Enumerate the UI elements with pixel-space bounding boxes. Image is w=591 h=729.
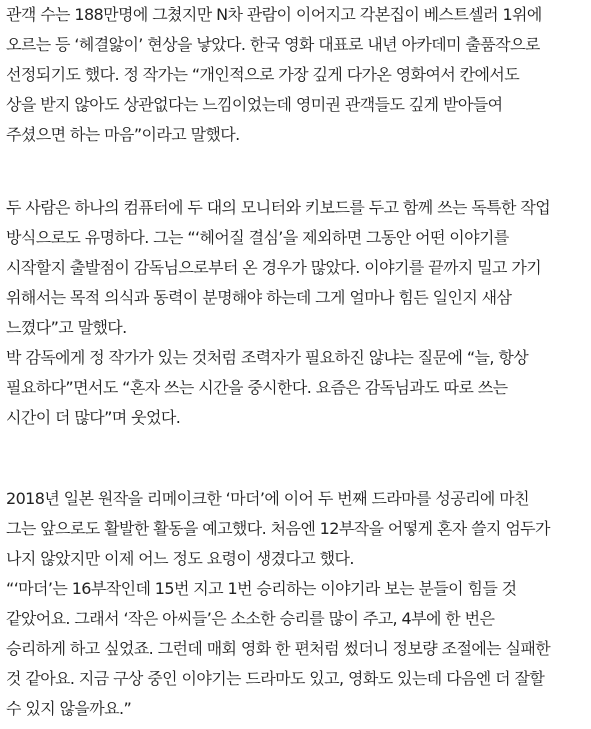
text-line: “‘마더’는 16부작인데 15번 지고 1번 승리하는 이야기라 보는 분들이 힘들 것 [6,579,517,598]
paragraph-future-plans [6,484,550,724]
text-line: 위해서는 목적 의식과 동력이 분명해야 하는데 그게 얼마나 힘든 일인지 새삼 [6,288,512,307]
text-line: 느꼈다”고 말했다. [6,318,127,337]
text-line: 박 감독에게 정 작가가 있는 것처럼 조력자가 필요하진 않냐는 질문에 “늘, 항상 [6,348,529,367]
text-line: 선정되기도 했다. 정 작가는 “개인적으로 가장 깊게 다가온 영화여서 칸에서도 [6,65,520,84]
text-line: 필요하다”면서도 “혼자 쓰는 시간을 중시한다. 요즘은 감독님과도 따로 쓰는 [6,378,508,397]
text-line: 관객 수는 188만명에 그쳤지만 N차 관람이 이어지고 각본집이 베스트셀러 1위에 [6,5,542,24]
text-line: 수 있지 않을까요.” [6,699,132,718]
text-line: 나지 않았지만 이제 어느 정도 요령이 생겼다고 했다. [6,549,354,568]
text-line: 2018년 일본 원작을 리메이크한 ‘마더’에 이어 두 번째 드라마를 성공리에 마친 [6,489,529,508]
text-line: 그는 앞으로도 활발한 활동을 예고했다. 처음엔 12부작을 어떻게 혼자 쓸지 엄두가 [6,519,550,538]
text-line: 시작할지 출발점이 감독님으로부터 온 경우가 많았다. 이야기를 끝까지 밀고 가기 [6,258,542,277]
paragraph-audience-reaction [6,0,542,150]
paragraph-working-method [6,193,550,433]
text-line: 것 같아요. 지금 구상 중인 이야기는 드라마도 있고, 영화도 있는데 다음엔 더 잘할 [6,669,545,688]
text-line: 상을 받지 않아도 상관없다는 느낌이었는데 영미권 관객들도 깊게 받아들여 [6,95,503,114]
text-line: 주셨으면 하는 마음”이라고 말했다. [6,125,240,144]
text-line: 오르는 등 ‘헤결앓이’ 현상을 낳았다. 한국 영화 대표로 내년 아카데미 출품작으로 [6,35,540,54]
text-line: 승리하게 하고 싶었죠. 그런데 매회 영화 한 편처럼 썼더니 정보량 조절에는 실패한 [6,639,551,658]
text-line: 두 사람은 하나의 컴퓨터에 두 대의 모니터와 키보드를 두고 함께 쓰는 독특한 작업 [6,198,551,217]
text-line: 시간이 더 많다”며 웃었다. [6,408,181,427]
text-line: 같았어요. 그래서 ‘작은 아씨들’은 소소한 승리를 많이 주고, 4부에 한 번은 [6,609,495,628]
text-line: 방식으로도 유명하다. 그는 “‘헤어질 결심’을 제외하면 그동안 어떤 이야기를 [6,228,509,247]
